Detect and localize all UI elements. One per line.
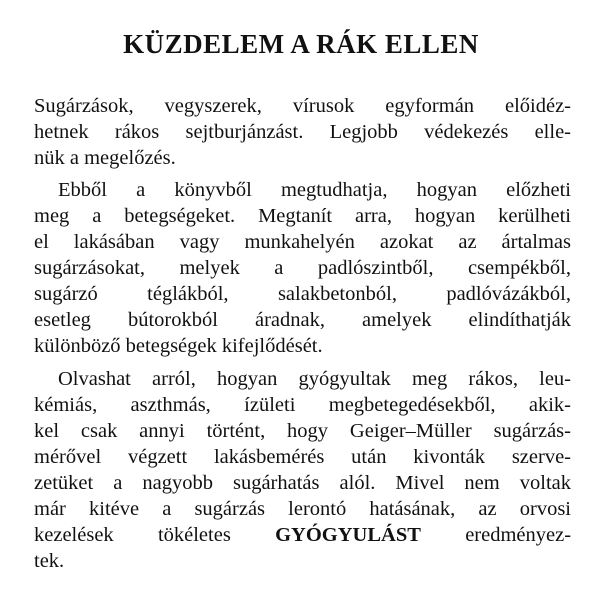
text-line: sugárzó téglákból, salakbetonból, padlóvázákból, <box>34 283 571 305</box>
text-line: kel csak annyi történt, hogy Geiger–Müller sugárzás- <box>34 420 571 442</box>
text-line: sugárzásokat, melyek a padlószintből, csempékből, <box>34 257 571 279</box>
text-line: kémiás, aszthmás, ízületi megbetegedésekből, akik- <box>34 394 571 416</box>
text-line: el lakásában vagy munkahelyén azokat az ártalmas <box>34 231 571 253</box>
text-line: mérővel végzett lakásbemérés után kivonták szerve- <box>34 446 571 468</box>
text-line: nük a megelőzés. <box>34 147 176 169</box>
text-line: zetüket a nagyobb sugárhatás alól. Mivel nem voltak <box>34 472 571 494</box>
emphasized-word: GYÓGYULÁST <box>275 524 421 546</box>
text-line: meg a betegségeket. Megtanít arra, hogyan kerülheti <box>34 205 571 227</box>
text-line <box>34 522 571 548</box>
text-line: hetnek rákos sejtburjánzást. Legjobb védekezés elle- <box>34 121 571 143</box>
text-span: eredményez- <box>465 524 572 546</box>
text-line: esetleg bútorokból áradnak, amelyek elindíthatják <box>34 309 571 331</box>
text-line: Olvashat arról, hogyan gyógyultak meg rákos, leu- <box>58 368 571 390</box>
text-span: kezelések tökéletes <box>34 524 231 546</box>
document-title: KÜZDELEM A RÁK ELLEN <box>123 29 479 59</box>
text-line: tek. <box>34 550 65 572</box>
text-line: különböző betegségek kifejlődését. <box>34 335 323 357</box>
text-line: már kitéve a sugárzás lerontó hatásának, az orvosi <box>34 498 571 520</box>
text-line: Sugárzások, vegyszerek, vírusok egyformán előidéz- <box>34 95 571 117</box>
text-line: Ebből a könyvből megtudhatja, hogyan előzheti <box>58 179 571 201</box>
